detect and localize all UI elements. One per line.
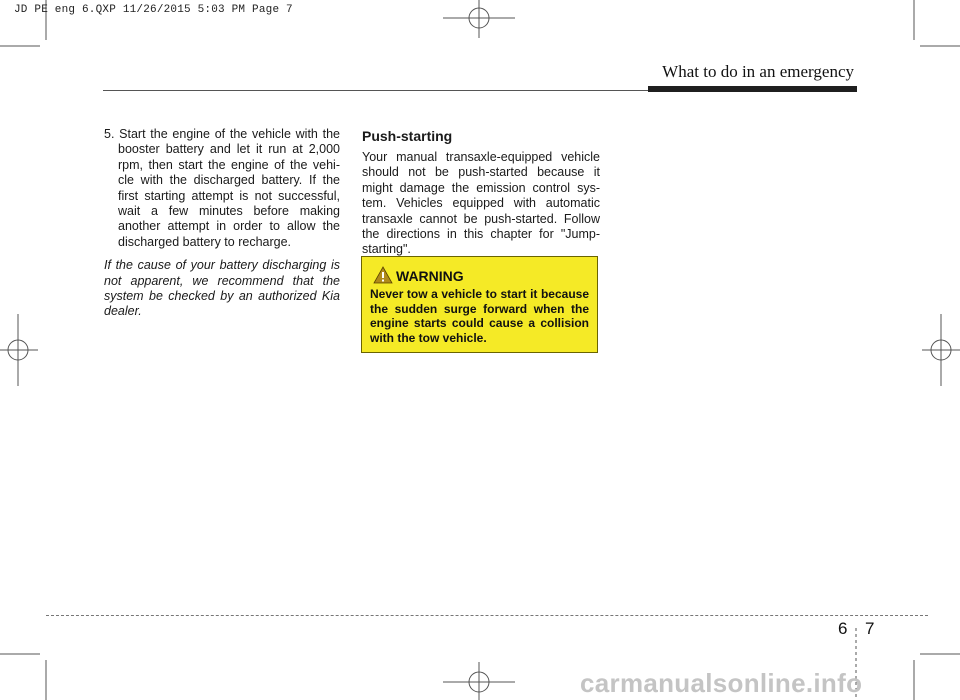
chapter-number: 6 xyxy=(838,619,848,638)
warning-box xyxy=(361,256,598,353)
crosshair-left xyxy=(0,314,38,386)
recommendation-note: If the cause of your battery discharging is not apparent, we recommend that the system be checked by an authorized Kia dealer. xyxy=(104,258,340,319)
page-number-value: 7 xyxy=(864,619,875,638)
crosshair-right xyxy=(922,314,960,386)
header-rule xyxy=(103,90,648,91)
header-bar xyxy=(648,86,857,92)
middle-column xyxy=(362,128,600,258)
left-column xyxy=(104,127,340,320)
watermark: carmanualsonline.info xyxy=(580,668,863,698)
instruction-step: 5. Start the engine of the vehicle with the booster battery and let it run at 2,000 rpm, then start the engine of the vehi-cle with the discharged battery. If the first starting attempt is not successful, wait a few minutes before making another attempt in order to allow the discharged battery to recharge. xyxy=(104,127,340,249)
warning-triangle-icon xyxy=(373,266,393,284)
crosshair-bottom xyxy=(443,662,515,700)
crosshair-top xyxy=(443,0,515,38)
warning-title: WARNING xyxy=(396,268,464,284)
section-title: What to do in an emergency xyxy=(662,62,854,81)
footer-rule xyxy=(46,615,928,616)
print-slug: JD PE eng 6.QXP 11/26/2015 5:03 PM Page 7 xyxy=(14,4,293,16)
page-number xyxy=(838,619,874,639)
warning-text: Never tow a vehicle to start it because the sudden surge forward when the engine starts could cause a collision with the tow vehicle. xyxy=(370,287,589,345)
push-starting-body: Your manual transaxle-equipped vehicle should not be push-started because it might damage the emission control sys-tem. Vehicles equipped with automatic transaxle cannot be push-started. Follow the directions in this chapter for "Jump-starting". xyxy=(362,150,600,257)
push-starting-heading: Push-starting xyxy=(362,128,453,144)
